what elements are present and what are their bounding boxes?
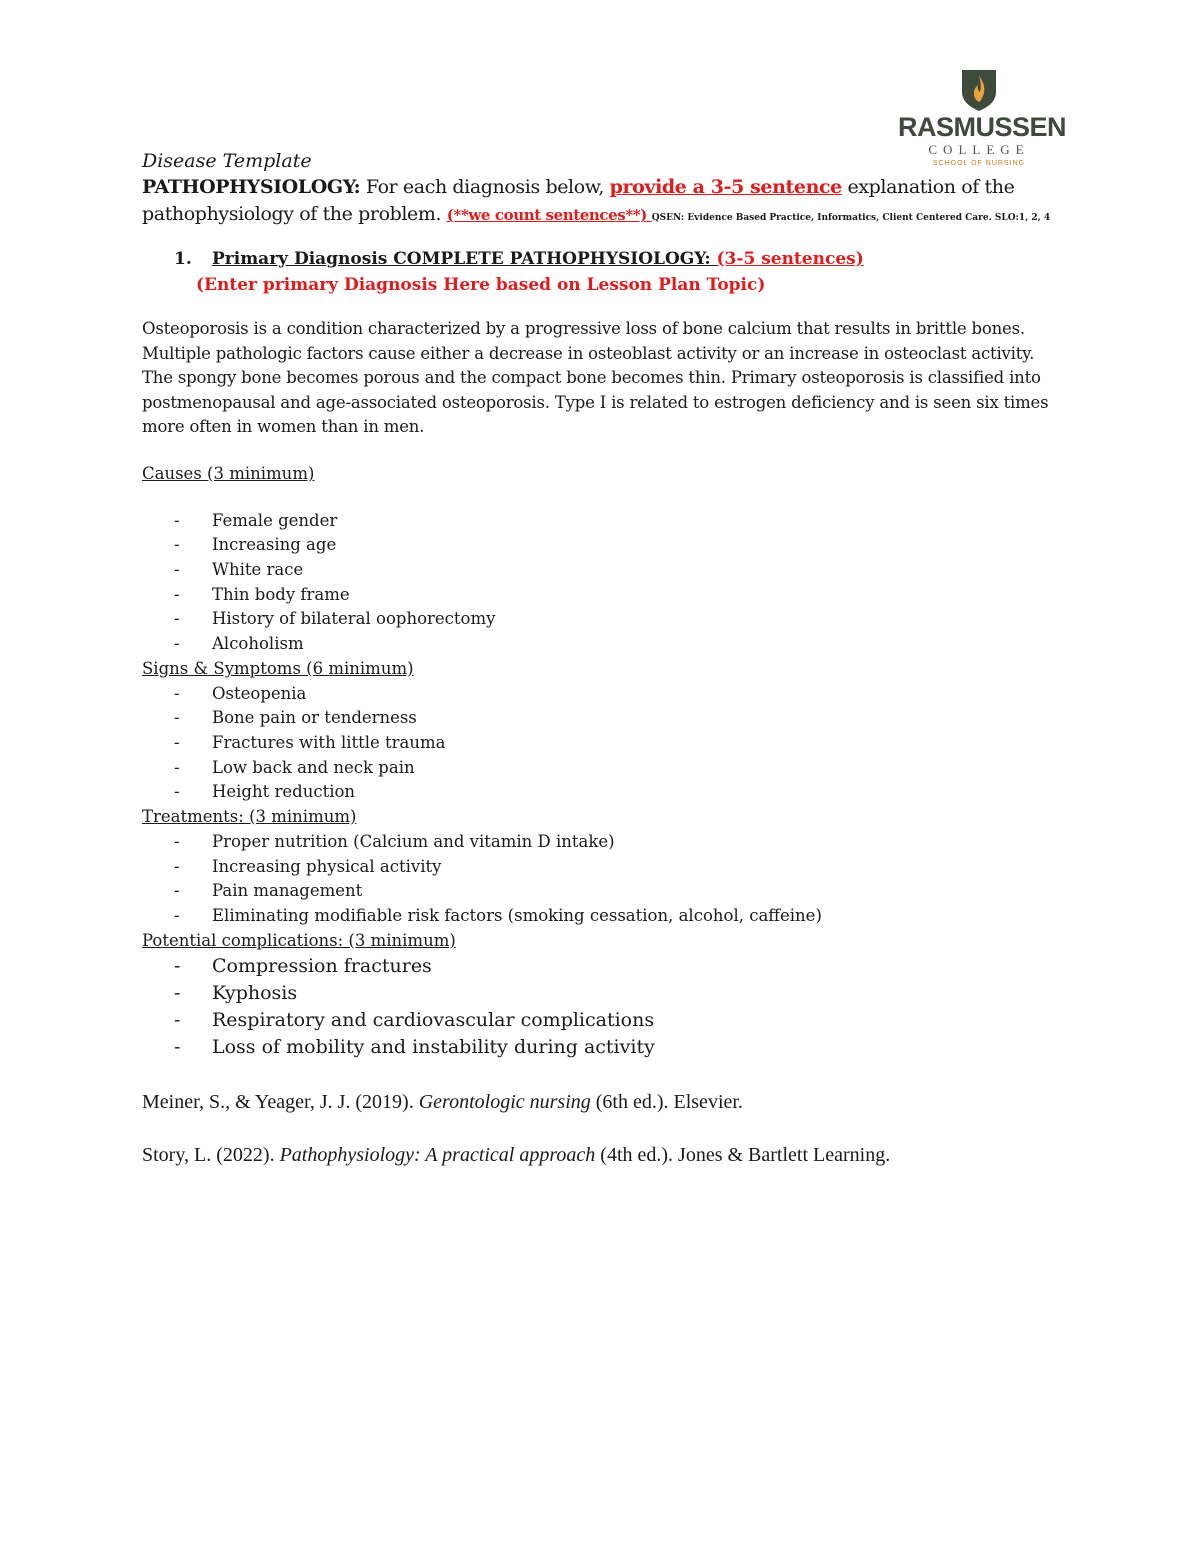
list-item: - Respiratory and cardiovascular complications xyxy=(174,1009,655,1032)
list-item: - Alcoholism xyxy=(174,634,304,654)
list-item: - Eliminating modifiable risk factors (smoking cessation, alcohol, caffeine) xyxy=(174,905,822,925)
qsen-note: QSEN: Evidence Based Practice, Informatics, Client Centered Care. SLO:1, 2, 4 xyxy=(651,213,1051,223)
signs-heading: Signs & Symptoms (6 minimum) xyxy=(142,658,414,678)
list-item: - History of bilateral oophorectomy xyxy=(174,609,496,629)
reference-2: Story, L. (2022). Pathophysiology: A practical approach (4th ed.). Jones & Bartlett Learning. xyxy=(142,1144,891,1167)
logo-school: SCHOOL OF NURSING xyxy=(932,160,1026,167)
section-title-red: (3-5 sentences) xyxy=(716,249,864,269)
pathophysiology-paragraph: Osteoporosis is a condition characterized by a progressive loss of bone calcium that results in brittle bones. Multiple pathologic factors cause either a decrease in osteoblast activity or an increase in osteoclast activity. The spongy bone becomes porous and the compact bone becomes thin. Primary osteoporosis is classified into postmenopausal and age-associated osteoporosis. Type I is related to estrogen deficiency and is seen six times more often in women than in men. xyxy=(142,319,1049,437)
list-item: - Loss of mobility and instability during activity xyxy=(174,1036,655,1059)
list-item: - Bone pain or tenderness xyxy=(174,708,417,728)
list-item: - Kyphosis xyxy=(174,982,298,1005)
list-item: - Pain management xyxy=(174,881,363,901)
intro-instructions xyxy=(142,174,1062,232)
list-item: - White race xyxy=(174,560,304,580)
reference-1: Meiner, S., & Yeager, J. J. (2019). Gerontologic nursing (6th ed.). Elsevier. xyxy=(142,1091,743,1114)
list-item: - Thin body frame xyxy=(174,584,350,604)
document-page xyxy=(142,148,1062,1168)
list-item: - Increasing physical activity xyxy=(174,856,442,876)
list-item: - Fractures with little trauma xyxy=(174,733,446,752)
section-title-rest: COMPLETE PATHOPHYSIOLOGY: xyxy=(387,249,717,269)
intro-text-2: explanation of the pathophysiology of the problem. xyxy=(142,176,1015,225)
list-item: - Low back and neck pain xyxy=(174,757,415,777)
treatments-heading: Treatments: (3 minimum) xyxy=(142,807,357,827)
section-title: Primary Diagnosis xyxy=(212,249,388,269)
intro-text-1: For each diagnosis below, xyxy=(360,176,610,198)
causes-list xyxy=(142,509,1062,657)
complications-list xyxy=(142,953,1062,1061)
signs-list xyxy=(142,682,1062,806)
logo-brand: RASMUSSEN xyxy=(898,112,1067,142)
list-item: - Female gender xyxy=(174,510,338,530)
list-item: - Proper nutrition (Calcium and vitamin D intake) xyxy=(174,831,615,851)
list-item: - Increasing age xyxy=(174,535,337,555)
logo-college: COLLEGE xyxy=(928,142,1030,157)
intro-count-note: (**we count sentences**) xyxy=(446,206,652,224)
section-number: 1. xyxy=(174,249,192,269)
list-item: - Osteopenia xyxy=(174,683,307,703)
treatments-list xyxy=(142,830,1062,929)
list-item: - Compression fractures xyxy=(174,955,432,978)
intro-label: PATHOPHYSIOLOGY: xyxy=(142,176,361,198)
causes-heading: Causes (3 minimum) xyxy=(142,463,315,483)
intro-red-emphasis: provide a 3-5 sentence xyxy=(609,176,842,198)
list-item: - Height reduction xyxy=(174,782,356,802)
document-title: Disease Template xyxy=(142,150,312,172)
section-subtitle: (Enter primary Diagnosis Here based on Lesson Plan Topic) xyxy=(196,275,766,295)
section-heading xyxy=(174,246,1062,273)
flame-shield-icon xyxy=(960,68,998,112)
complications-heading: Potential complications: (3 minimum) xyxy=(142,930,456,950)
